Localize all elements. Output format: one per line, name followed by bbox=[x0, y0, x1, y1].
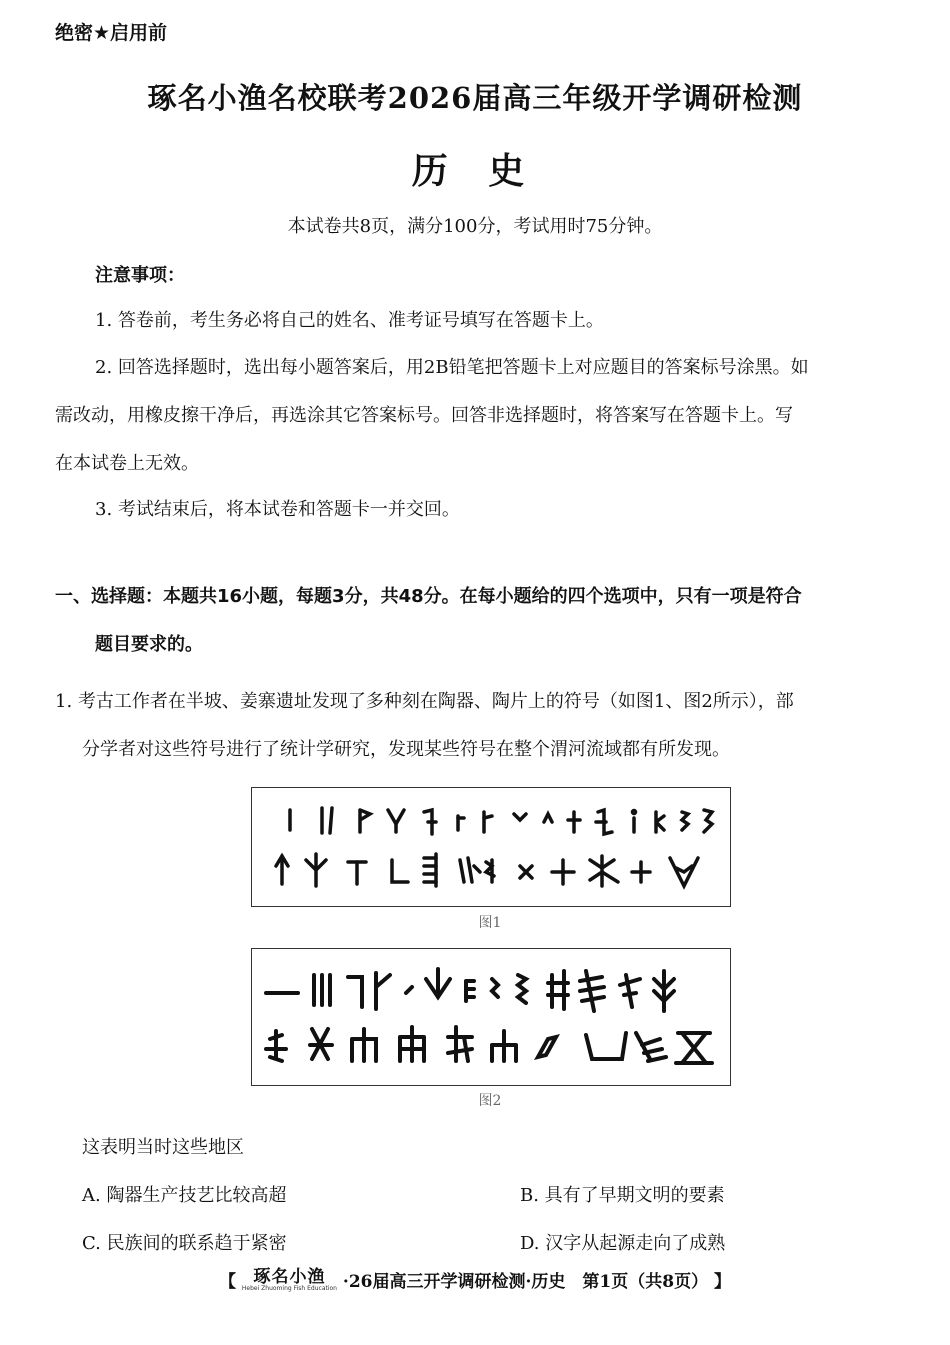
subject-title: 历 史 bbox=[411, 150, 539, 192]
footer-bracket-open: 【 bbox=[218, 1272, 236, 1292]
question-1-text-line-1: 1. 考古工作者在半坡、姜寨遗址发现了多种刻在陶器、陶片上的符号（如图1、图2所示），部 bbox=[55, 691, 794, 712]
question-1-stem: 这表明当时这些地区 bbox=[82, 1137, 244, 1158]
exam-info: 本试卷共8页，满分100分，考试用时75分钟。 bbox=[287, 216, 663, 237]
question-1-text-line-2: 分学者对这些符号进行了统计学研究，发现某些符号在整个渭河流域都有所发现。 bbox=[82, 739, 730, 760]
figure-2-drawing bbox=[252, 949, 730, 1085]
figure-1-drawing bbox=[252, 788, 730, 906]
figure-2-caption: 图2 bbox=[478, 1093, 502, 1109]
footer-logo-subtext: Hebei Zhuoming Fish Education bbox=[241, 1284, 337, 1292]
footer-page-label: ·26届高三开学调研检测·历史 第1页（共8页） bbox=[342, 1272, 709, 1292]
footer-logo-text: 琢名小渔 bbox=[253, 1266, 326, 1287]
option-a: A. 陶器生产技艺比较高超 bbox=[82, 1185, 287, 1206]
figure-1-pottery-symbols bbox=[251, 787, 731, 907]
notice-item-2-line-2: 需改动，用橡皮擦干净后，再选涂其它答案标号。回答非选择题时，将答案写在答题卡上。写 bbox=[55, 405, 793, 426]
exam-title: 琢名小渔名校联考2026届高三年级开学调研检测 bbox=[147, 81, 803, 115]
option-d: D. 汉字从起源走向了成熟 bbox=[520, 1233, 726, 1254]
notice-item-2-line-1: 2. 回答选择题时，选出每小题答案后，用2B铅笔把答题卡上对应题目的答案标号涂黑。如 bbox=[95, 357, 809, 378]
option-c: C. 民族间的联系趋于紧密 bbox=[82, 1233, 287, 1254]
notice-heading: 注意事项： bbox=[95, 265, 185, 286]
page-footer bbox=[0, 1267, 950, 1297]
footer-bracket-close: 】 bbox=[714, 1272, 731, 1292]
notice-item-3: 3. 考试结束后，将本试卷和答题卡一并交回。 bbox=[95, 499, 460, 520]
notice-item-1: 1. 答卷前，考生务必将自己的姓名、准考证号填写在答题卡上。 bbox=[95, 310, 604, 331]
secret-label: 绝密★启用前 bbox=[55, 22, 168, 44]
figure-2-pottery-symbols bbox=[251, 948, 731, 1086]
option-b: B. 具有了早期文明的要素 bbox=[520, 1185, 725, 1206]
section-heading-line-2: 题目要求的。 bbox=[95, 634, 203, 655]
section-heading-line-1: 一、选择题：本题共16小题，每题3分，共48分。在每小题给的四个选项中，只有一项是符合 bbox=[55, 586, 802, 607]
footer-logo bbox=[241, 1266, 337, 1297]
notice-item-2-line-3: 在本试卷上无效。 bbox=[55, 453, 199, 474]
figure-1-caption: 图1 bbox=[478, 915, 502, 931]
